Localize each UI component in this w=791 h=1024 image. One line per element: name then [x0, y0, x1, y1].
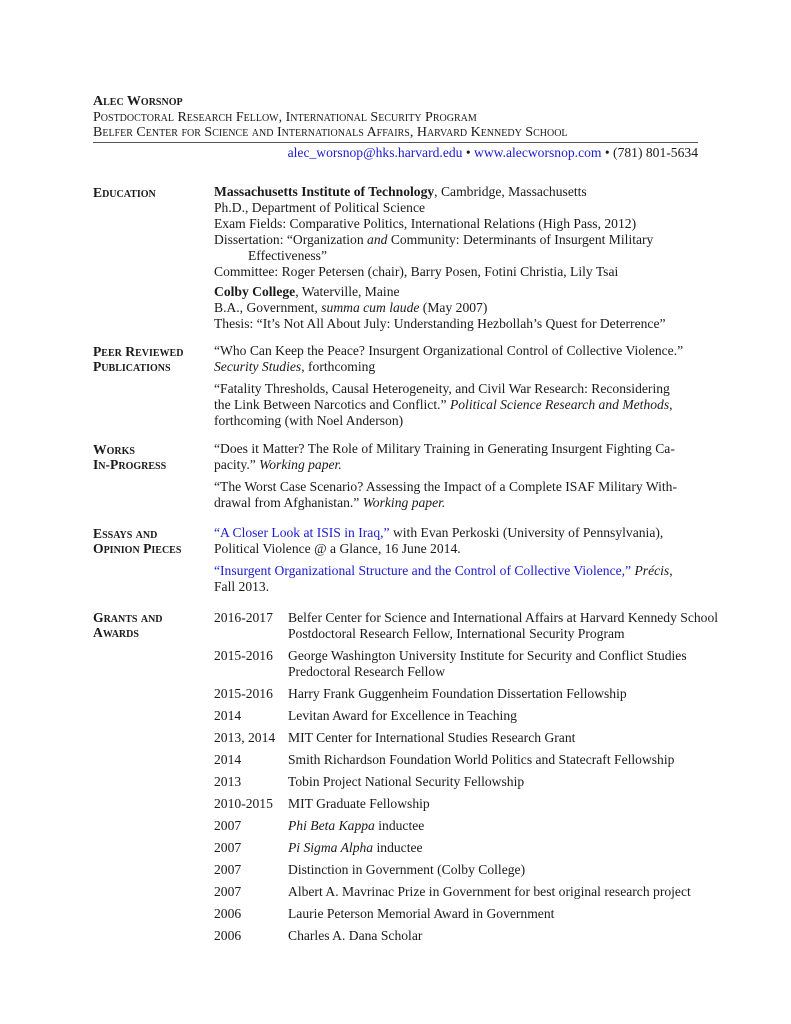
award-row: [214, 610, 754, 648]
contact-separator: •: [601, 145, 614, 160]
education-committee: Committee: Roger Petersen (chair), Barry Posen, Fotini Christia, Lily Tsai: [214, 264, 619, 279]
phone-number: (781) 801-5634: [613, 145, 698, 160]
award-row: [214, 884, 754, 906]
institution-name: Massachusetts Institute of Technology: [214, 184, 435, 199]
education-dissertation: [214, 232, 699, 248]
publication-title: [214, 397, 699, 413]
section-label-line: Peer Reviewed: [93, 344, 184, 359]
award-description: MIT Graduate Fellowship: [288, 796, 430, 811]
award-row: [214, 708, 754, 730]
award-line: George Washington University Institute for Security and Conflict Studies: [288, 648, 687, 663]
award-row: [214, 906, 754, 928]
award-year: 2006: [214, 906, 242, 921]
essay-entry: [214, 563, 699, 579]
award-year: 2013: [214, 774, 242, 789]
award-year: 2006: [214, 928, 242, 943]
education-thesis: Thesis: “It’s Not All About July: Understanding Hezbollah’s Quest for Deterrence”: [214, 316, 666, 331]
section-label-line: Grants and: [93, 610, 163, 625]
work-title: “Does it Matter? The Role of Military Training in Generating Insurgent Fighting Ca-: [214, 441, 675, 456]
work-text: drawal from Afghanistan.”: [214, 495, 363, 510]
publication-title: “Fatality Thresholds, Causal Heterogeneity, and Civil War Research: Reconsidering: [214, 381, 670, 396]
award-description: [288, 610, 718, 642]
essay-entry: [214, 525, 699, 541]
journal-name: Security Studies: [214, 359, 302, 374]
award-description: Charles A. Dana Scholar: [288, 928, 423, 943]
award-line: Belfer Center for Science and International Affairs at Harvard Kennedy School: [288, 610, 719, 625]
award-year: 2010-2015: [214, 796, 273, 811]
award-row: [214, 752, 754, 774]
essay-venue-name: Précis: [634, 563, 670, 578]
section-label-line: Opinion Pieces: [93, 541, 182, 556]
cv-affiliation: Belfer Center for Science and Internationals Affairs, Harvard Kennedy School: [93, 125, 568, 140]
award-year: 2007: [214, 884, 242, 899]
award-year: 2014: [214, 708, 242, 723]
dissertation-italic: and: [367, 232, 388, 247]
award-line: Predoctoral Research Fellow: [288, 664, 446, 679]
section-label-publications: [93, 344, 183, 374]
award-row: [214, 840, 754, 862]
award-description: [288, 648, 687, 680]
award-row: [214, 796, 754, 818]
dissertation-text: Community: Determinants of Insurgent Military: [387, 232, 654, 247]
award-description: Levitan Award for Excellence in Teaching: [288, 708, 517, 723]
section-label-line: Essays and: [93, 526, 158, 541]
award-honor-name: Pi Sigma Alpha: [288, 840, 374, 855]
award-description: [288, 840, 423, 856]
website-link[interactable]: www.alecworsnop.com: [474, 145, 602, 160]
education-dissertation-cont: Effectiveness”: [248, 248, 328, 263]
publication-status: forthcoming (with Noel Anderson): [214, 413, 404, 428]
publication-status: , forthcoming: [301, 359, 376, 374]
header-rule: [93, 142, 698, 143]
contact-separator: •: [462, 145, 475, 160]
award-year: 2013, 2014: [214, 730, 276, 745]
publication-venue: [214, 359, 699, 375]
section-label-line: Works: [93, 442, 135, 457]
award-description: Harry Frank Guggenheim Foundation Dissertation Fellowship: [288, 686, 627, 701]
award-year: 2014: [214, 752, 242, 767]
award-year: 2015-2016: [214, 686, 273, 701]
publication-text: ,: [669, 397, 673, 412]
degree-date: (May 2007): [419, 300, 488, 315]
work-status: Working paper.: [259, 457, 342, 472]
award-description: Distinction in Government (Colby College): [288, 862, 526, 877]
publication-title: “Who Can Keep the Peace? Insurgent Organizational Control of Collective Violence.”: [214, 343, 684, 358]
award-description: [288, 818, 424, 834]
institution-name: Colby College: [214, 284, 296, 299]
education-section: [214, 184, 699, 332]
section-label-education: Education: [93, 185, 156, 200]
essays-section: [214, 525, 699, 595]
journal-name: Political Science Research and Methods: [449, 397, 670, 412]
essay-link[interactable]: “A Closer Look at ISIS in Iraq,”: [214, 525, 390, 540]
education-exam-fields: Exam Fields: Comparative Politics, International Relations (High Pass, 2012): [214, 216, 637, 231]
award-description: Albert A. Mavrinac Prize in Government for best original research project: [288, 884, 691, 899]
education-mit-header: [214, 184, 699, 200]
publication-text: the Link Between Narcotics and Conflict.”: [214, 397, 450, 412]
essay-text: with Evan Perkoski (University of Pennsylvania),: [389, 525, 664, 540]
dissertation-text: Dissertation: “Organization: [214, 232, 368, 247]
section-label-line: In-Progress: [93, 457, 167, 472]
section-label-works: [93, 442, 166, 472]
essay-venue: Political Violence @ a Glance, 16 June 2014.: [214, 541, 461, 556]
award-description: Tobin Project National Security Fellowship: [288, 774, 525, 789]
essay-text: ,: [669, 563, 673, 578]
award-year: 2007: [214, 862, 242, 877]
award-row: [214, 730, 754, 752]
essay-link[interactable]: “Insurgent Organizational Structure and the Control of Collective Violence,”: [214, 563, 632, 578]
contact-line: [288, 145, 698, 161]
email-link[interactable]: alec_worsnop@hks.harvard.edu: [287, 145, 463, 160]
works-section: [214, 441, 699, 511]
award-row: [214, 686, 754, 708]
work-title: [214, 495, 699, 511]
education-degree: [214, 300, 699, 316]
publications-section: [214, 343, 699, 429]
award-row: [214, 928, 754, 950]
award-year: 2007: [214, 840, 242, 855]
section-label-line: Publications: [93, 359, 171, 374]
award-text: inductee: [373, 840, 423, 855]
award-description: Smith Richardson Foundation World Politics and Statecraft Fellowship: [288, 752, 675, 767]
work-title: [214, 457, 699, 473]
award-description: MIT Center for International Studies Research Grant: [288, 730, 576, 745]
institution-location: , Waterville, Maine: [295, 284, 400, 299]
degree-text: B.A., Government,: [214, 300, 322, 315]
work-status: Working paper.: [362, 495, 446, 510]
cv-name: Alec Worsnop: [93, 94, 183, 109]
award-row: [214, 862, 754, 884]
award-line: Postdoctoral Research Fellow, International Security Program: [288, 626, 625, 641]
award-year: 2007: [214, 818, 242, 833]
degree-honor: summa cum laude: [321, 300, 420, 315]
cv-title: Postdoctoral Research Fellow, International Security Program: [93, 110, 477, 125]
work-text: pacity.”: [214, 457, 260, 472]
award-description: Laurie Peterson Memorial Award in Government: [288, 906, 555, 921]
section-label-grants: [93, 610, 163, 640]
award-honor-name: Phi Beta Kappa: [288, 818, 375, 833]
section-label-essays: [93, 526, 181, 556]
awards-list: [214, 610, 754, 950]
work-title: “The Worst Case Scenario? Assessing the Impact of a Complete ISAF Military With-: [214, 479, 677, 494]
education-colby-header: [214, 284, 699, 300]
institution-location: , Cambridge, Massachusetts: [434, 184, 587, 199]
essay-date: Fall 2013.: [214, 579, 270, 594]
award-row: [214, 818, 754, 840]
section-label-line: Awards: [93, 625, 139, 640]
award-year: 2016-2017: [214, 610, 273, 625]
award-year: 2015-2016: [214, 648, 273, 663]
award-text: inductee: [374, 818, 425, 833]
education-degree: Ph.D., Department of Political Science: [214, 200, 426, 215]
award-row: [214, 648, 754, 686]
award-row: [214, 774, 754, 796]
